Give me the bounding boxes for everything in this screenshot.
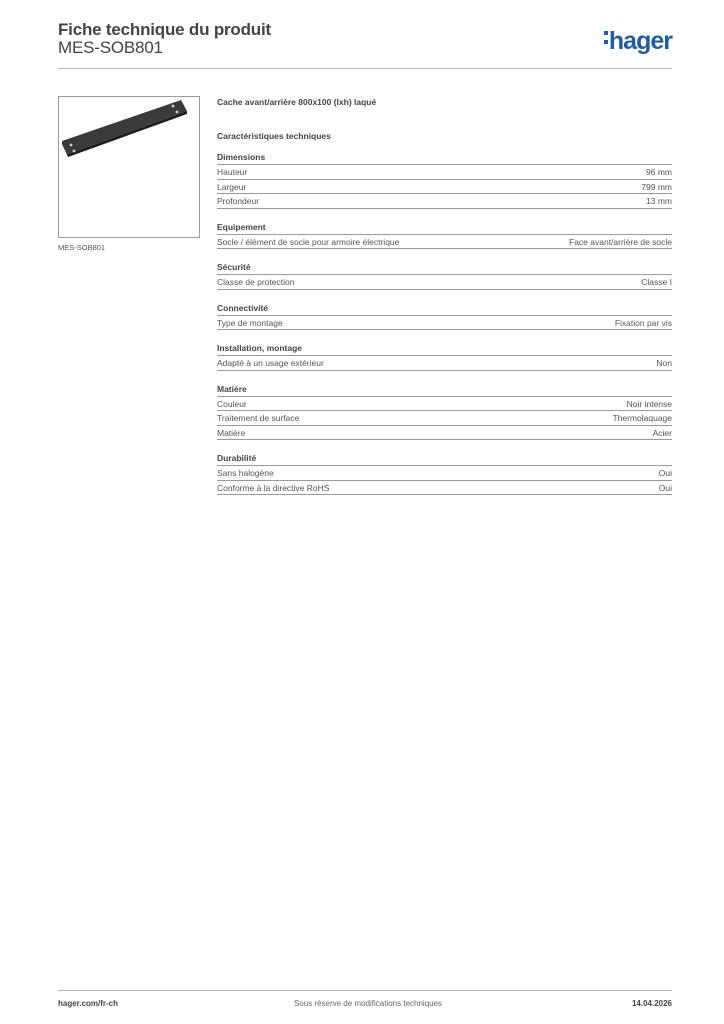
- spec-value: Oui: [658, 482, 672, 493]
- group-title: Sécurité: [217, 261, 672, 275]
- spec-label: Matière: [217, 427, 246, 438]
- spec-row: [217, 466, 672, 481]
- spec-row: [217, 481, 672, 496]
- spec-label: Socle / élément de socle pour armoire électrique: [217, 236, 400, 247]
- spec-value: Classe I: [641, 277, 672, 287]
- spec-row: [217, 426, 672, 441]
- spec-label: Conforme à la directive RoHS: [217, 482, 330, 493]
- spec-row: [217, 235, 672, 250]
- group-title: Durabilité: [217, 452, 672, 466]
- logo-colon-icon: [604, 26, 609, 48]
- spec-label: Sans halogène: [217, 468, 274, 478]
- spec-row: [217, 194, 672, 209]
- group-title: Dimensions: [217, 151, 672, 165]
- spec-value: Acier: [652, 427, 672, 438]
- spec-content: [217, 96, 672, 507]
- group-title: Equipement: [217, 221, 672, 235]
- spec-row: [217, 411, 672, 426]
- hager-logo: [604, 27, 672, 56]
- spec-value: Fixation par vis: [614, 317, 672, 328]
- spec-group-dimensions: [217, 151, 672, 209]
- spec-group-installation: [217, 342, 672, 371]
- footer-website-link[interactable]: hager.com/fr-ch: [58, 999, 119, 1008]
- spec-row: [217, 275, 672, 290]
- spec-group-equipement: [217, 221, 672, 250]
- spec-label: Traitement de surface: [217, 413, 300, 423]
- header-divider: [58, 68, 672, 69]
- spec-label: Largeur: [217, 181, 247, 192]
- spec-row: [217, 165, 672, 180]
- spec-value: Oui: [658, 468, 672, 478]
- doc-title: Fiche technique du produit: [58, 20, 271, 39]
- spec-label: Hauteur: [217, 167, 248, 177]
- spec-label: Profondeur: [217, 196, 260, 206]
- group-title: Installation, montage: [217, 342, 672, 356]
- spec-group-connectivite: [217, 302, 672, 331]
- spec-row: [217, 356, 672, 371]
- footer-notice: Sous réserve de modifications techniques: [293, 999, 443, 1008]
- group-title: Connectivité: [217, 302, 672, 316]
- spec-value: 96 mm: [646, 167, 672, 177]
- spec-row: [217, 316, 672, 331]
- spec-label: Classe de protection: [217, 277, 295, 287]
- spec-value: Thermolaquage: [612, 413, 672, 423]
- spec-label: Couleur: [217, 398, 247, 409]
- spec-value: Non: [656, 358, 672, 368]
- logo-text: hager: [608, 27, 672, 55]
- product-description: Cache avant/arrière 800x100 (lxh) laqué: [217, 97, 377, 107]
- spec-value: Face avant/arrière de socle: [569, 236, 672, 247]
- product-image-frame: [58, 96, 200, 238]
- spec-label: Adapté à un usage extérieur: [217, 358, 324, 368]
- product-image-caption: MES-SOB801: [58, 243, 106, 252]
- spec-value: 799 mm: [641, 181, 672, 192]
- product-reference: MES-SOB801: [58, 38, 163, 57]
- specs-heading: Caractéristiques techniques: [217, 131, 331, 141]
- footer-divider: [58, 990, 672, 991]
- spec-group-matiere: [217, 383, 672, 441]
- footer-date: 14.04.2026: [631, 999, 672, 1008]
- spec-group-securite: [217, 261, 672, 290]
- spec-value: 13 mm: [646, 196, 672, 206]
- group-title: Matière: [217, 383, 672, 397]
- spec-label: Type de montage: [217, 317, 283, 328]
- cover-plate-image: [59, 97, 201, 239]
- spec-row: [217, 397, 672, 412]
- spec-value: Noir intense: [626, 398, 672, 409]
- spec-row: [217, 180, 672, 195]
- spec-group-durabilite: [217, 452, 672, 495]
